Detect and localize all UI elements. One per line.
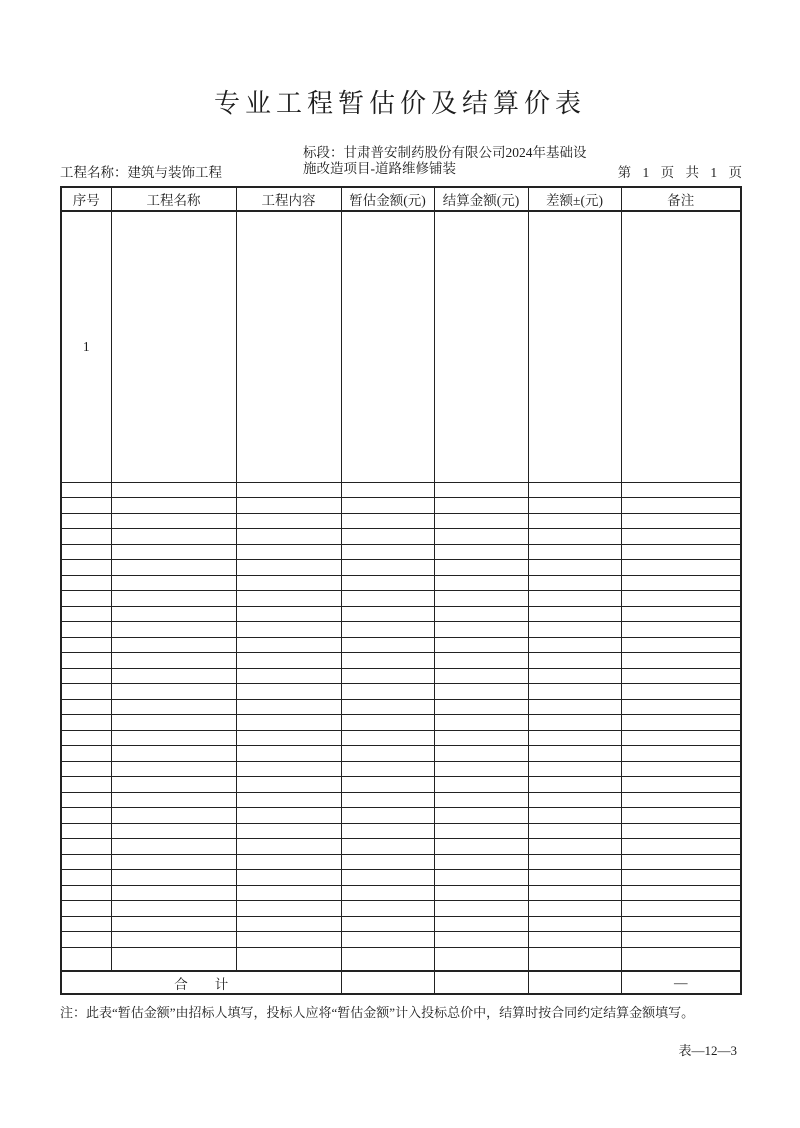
table-cell: [434, 575, 528, 591]
table-cell: [434, 792, 528, 808]
table-cell: [236, 761, 341, 777]
table-cell: [61, 839, 111, 855]
total-difference-cell: [528, 971, 621, 994]
page-title: 专业工程暂估价及结算价表: [213, 89, 586, 118]
table-row: [61, 916, 741, 932]
table-cell: [111, 777, 236, 793]
table-cell: [236, 730, 341, 746]
table-body: [61, 211, 741, 971]
footnote: 注：此表“暂估金额”由招标人填写，投标人应将“暂估金额”计入投标总价中，结算时按合同约定结算金额填写。: [60, 1005, 695, 1020]
table-cell: [61, 901, 111, 917]
table-cell: [341, 916, 434, 932]
column-header: 暂估金额(元): [341, 187, 434, 211]
table-cell: [621, 823, 741, 839]
table-cell: [61, 529, 111, 545]
column-header: 差额±(元): [528, 187, 621, 211]
table-cell: [528, 622, 621, 638]
table-cell: [236, 792, 341, 808]
table-cell: [621, 839, 741, 855]
table-cell: [434, 839, 528, 855]
table-cell: [341, 482, 434, 498]
table-cell: [434, 482, 528, 498]
table-cell: [111, 792, 236, 808]
table-cell: [621, 560, 741, 576]
table-cell: [111, 668, 236, 684]
table-cell: [236, 854, 341, 870]
table-cell: [434, 730, 528, 746]
table-cell: [434, 606, 528, 622]
table-cell: [434, 854, 528, 870]
table-cell: [61, 746, 111, 762]
table-cell: [621, 901, 741, 917]
table-cell: [236, 544, 341, 560]
table-cell: [341, 932, 434, 948]
table-cell: [434, 653, 528, 669]
table-cell: [528, 699, 621, 715]
table-cell: [341, 211, 434, 482]
table-cell: [111, 901, 236, 917]
table-cell: [111, 730, 236, 746]
table-cell: [236, 699, 341, 715]
table-row: [61, 932, 741, 948]
table-cell: [236, 482, 341, 498]
table-cell: [434, 498, 528, 514]
table-cell: [61, 498, 111, 514]
table-cell: [341, 498, 434, 514]
table-cell: [61, 668, 111, 684]
table-cell: [434, 901, 528, 917]
table-cell: [111, 560, 236, 576]
table-row: [61, 730, 741, 746]
table-cell: [111, 715, 236, 731]
table-cell: [621, 211, 741, 482]
table-cell: [61, 792, 111, 808]
table-cell: [434, 885, 528, 901]
table-cell: [434, 947, 528, 971]
table-cell: [621, 684, 741, 700]
table-cell: [434, 932, 528, 948]
table-cell: [434, 513, 528, 529]
table-row: [61, 575, 741, 591]
table-row: [61, 746, 741, 762]
table-row: [61, 777, 741, 793]
table-cell: [61, 947, 111, 971]
table-cell: [621, 668, 741, 684]
table-cell: [528, 746, 621, 762]
table-cell: [111, 653, 236, 669]
total-label: 合 计: [61, 971, 341, 994]
section-label: 标段：: [303, 145, 344, 160]
table-cell: [528, 947, 621, 971]
table-cell: [111, 916, 236, 932]
table-cell: [621, 498, 741, 514]
table-cell: [61, 653, 111, 669]
page-indicator: 第 1 页 共 1 页: [617, 165, 742, 180]
table-cell: [528, 684, 621, 700]
project-name-line: [60, 161, 222, 181]
table-cell: [528, 591, 621, 607]
table-cell: [341, 606, 434, 622]
table-cell: [621, 746, 741, 762]
table-cell: [341, 637, 434, 653]
table-cell: [236, 575, 341, 591]
table-cell: [621, 482, 741, 498]
table-cell: [341, 870, 434, 886]
table-cell: [61, 513, 111, 529]
table-cell: [621, 792, 741, 808]
table-cell: [341, 513, 434, 529]
table-cell: [434, 808, 528, 824]
table-cell: [61, 808, 111, 824]
table-cell: [434, 684, 528, 700]
table-cell: [341, 808, 434, 824]
table-cell: [434, 560, 528, 576]
table-cell: [236, 513, 341, 529]
table-row: [61, 544, 741, 560]
table-cell: [341, 560, 434, 576]
table-row: [61, 684, 741, 700]
column-header: 工程内容: [236, 187, 341, 211]
table-cell: [236, 916, 341, 932]
table-cell: [621, 730, 741, 746]
table-cell: [341, 668, 434, 684]
table-cell: [621, 777, 741, 793]
table-cell: [111, 622, 236, 638]
table-cell: [111, 591, 236, 607]
table-cell: [528, 544, 621, 560]
table-cell: [61, 715, 111, 731]
table-cell: [341, 839, 434, 855]
table-cell: [621, 622, 741, 638]
table-cell: [111, 482, 236, 498]
table-cell: [111, 575, 236, 591]
table-cell: [434, 544, 528, 560]
column-header: 工程名称: [111, 187, 236, 211]
table-cell: [528, 606, 621, 622]
table-cell: [341, 854, 434, 870]
total-settlement-cell: [434, 971, 528, 994]
table-cell: [621, 575, 741, 591]
table-cell: [111, 684, 236, 700]
table-cell: [236, 947, 341, 971]
table-cell: [61, 544, 111, 560]
table-cell: [341, 885, 434, 901]
table-cell: [236, 622, 341, 638]
table-cell: [61, 684, 111, 700]
table-cell: [236, 498, 341, 514]
table-row: [61, 761, 741, 777]
table-cell: [528, 211, 621, 482]
table-cell: [61, 606, 111, 622]
table-row: [61, 653, 741, 669]
table-cell: [434, 591, 528, 607]
column-header: 备注: [621, 187, 741, 211]
table-cell: [341, 761, 434, 777]
table-cell: [341, 684, 434, 700]
project-name-label: 工程名称：: [60, 165, 128, 180]
table-cell: [111, 885, 236, 901]
table-cell: [61, 699, 111, 715]
table-cell: [528, 653, 621, 669]
table-cell: [111, 839, 236, 855]
table-cell: [341, 715, 434, 731]
table-cell: [621, 544, 741, 560]
table-cell: [528, 761, 621, 777]
table-cell: [111, 211, 236, 482]
table-cell: [236, 839, 341, 855]
table-cell: [434, 715, 528, 731]
table-row: [61, 885, 741, 901]
table-row: [61, 622, 741, 638]
table-cell: [434, 823, 528, 839]
table-cell: [434, 916, 528, 932]
table-cell: [61, 730, 111, 746]
table-row: [61, 792, 741, 808]
table-row: [61, 498, 741, 514]
table-cell: [341, 529, 434, 545]
table-cell: [528, 560, 621, 576]
total-provisional-cell: [341, 971, 434, 994]
table-cell: [236, 715, 341, 731]
table-cell: [621, 885, 741, 901]
table-cell: [621, 808, 741, 824]
table-cell: [621, 947, 741, 971]
table-cell: [528, 839, 621, 855]
table-cell: [528, 901, 621, 917]
table-row: [61, 947, 741, 971]
table-cell: [528, 777, 621, 793]
table-row: [61, 513, 741, 529]
table-cell: [111, 746, 236, 762]
table-cell: [434, 870, 528, 886]
table-cell: [236, 637, 341, 653]
table-cell: [236, 901, 341, 917]
table-cell: [621, 637, 741, 653]
table-cell: [111, 544, 236, 560]
table-cell: [528, 715, 621, 731]
table-cell: [236, 653, 341, 669]
table-cell: [341, 699, 434, 715]
table-cell: [341, 823, 434, 839]
table-row: [61, 808, 741, 824]
table-cell: [621, 513, 741, 529]
table-cell: [111, 637, 236, 653]
table-cell: [341, 575, 434, 591]
table-cell: [111, 498, 236, 514]
table-cell: [236, 746, 341, 762]
table-row: [61, 854, 741, 870]
table-cell: [111, 513, 236, 529]
table-cell: [621, 653, 741, 669]
table-cell: [621, 761, 741, 777]
table-cell: [111, 870, 236, 886]
table-cell: [434, 622, 528, 638]
table-cell: [236, 808, 341, 824]
total-remark-cell: —: [621, 971, 741, 994]
table-cell: [528, 808, 621, 824]
table-cell: [528, 885, 621, 901]
table-cell: [61, 916, 111, 932]
column-header: 结算金额(元): [434, 187, 528, 211]
table-cell: [528, 482, 621, 498]
table-row: [61, 482, 741, 498]
table-cell: [341, 777, 434, 793]
table-row: [61, 715, 741, 731]
table-row: [61, 668, 741, 684]
table-cell: [111, 947, 236, 971]
table-cell: [434, 211, 528, 482]
table-cell: [341, 544, 434, 560]
table-cell: [111, 761, 236, 777]
table-cell: [236, 885, 341, 901]
table-cell: [528, 529, 621, 545]
table-cell: [434, 529, 528, 545]
table-cell: [528, 730, 621, 746]
table-cell: [621, 932, 741, 948]
table-cell: [528, 498, 621, 514]
table-row: [61, 839, 741, 855]
table-cell: [236, 684, 341, 700]
table-cell: [111, 606, 236, 622]
table-cell: [528, 792, 621, 808]
table-cell: [236, 591, 341, 607]
total-row: [61, 971, 741, 994]
table-cell: [236, 606, 341, 622]
table-cell: [621, 916, 741, 932]
table-cell: [61, 560, 111, 576]
table-cell: [621, 529, 741, 545]
table-row: [61, 637, 741, 653]
table-cell: [61, 885, 111, 901]
table-cell: [434, 637, 528, 653]
table-cell: [236, 560, 341, 576]
table-cell: [341, 792, 434, 808]
table-cell: [341, 653, 434, 669]
table-cell: [621, 699, 741, 715]
table-cell: [111, 823, 236, 839]
table-cell: [434, 746, 528, 762]
table-cell: [621, 606, 741, 622]
table-cell: [341, 746, 434, 762]
table-row: [61, 211, 741, 482]
table-cell: [341, 622, 434, 638]
table-cell: [341, 947, 434, 971]
form-code: 表—12—3: [678, 1043, 737, 1058]
table-cell: [528, 513, 621, 529]
table-cell: [621, 591, 741, 607]
table-cell: [61, 637, 111, 653]
table-cell: [61, 575, 111, 591]
table-cell: [528, 668, 621, 684]
table-row: [61, 901, 741, 917]
table-cell: [111, 932, 236, 948]
table-cell: [621, 715, 741, 731]
table-row: [61, 699, 741, 715]
table-cell: [236, 529, 341, 545]
table-cell: [236, 777, 341, 793]
table-row: [61, 591, 741, 607]
table-cell: [61, 777, 111, 793]
table-cell: [434, 777, 528, 793]
table-cell: [528, 823, 621, 839]
table-cell: [61, 854, 111, 870]
table-cell: [621, 854, 741, 870]
table-row: [61, 529, 741, 545]
table-cell: [111, 854, 236, 870]
table-cell: [528, 575, 621, 591]
section-value: 甘肃普安制药股份有限公司2024年基础设施改造项目-道路维修铺装: [303, 145, 587, 176]
table-cell: [61, 870, 111, 886]
table-row: [61, 870, 741, 886]
table-cell: [434, 699, 528, 715]
table-cell: [111, 529, 236, 545]
table-cell: [341, 591, 434, 607]
table-row: [61, 823, 741, 839]
table-cell: [528, 916, 621, 932]
table-cell: [341, 730, 434, 746]
table-cell: [528, 637, 621, 653]
table-cell: [61, 591, 111, 607]
table-row: [61, 560, 741, 576]
table-cell: 1: [61, 211, 111, 482]
table-cell: [61, 622, 111, 638]
column-header: 序号: [61, 187, 111, 211]
table-cell: [61, 932, 111, 948]
table-cell: [111, 699, 236, 715]
table-cell: [528, 854, 621, 870]
table-cell: [341, 901, 434, 917]
provisional-price-table: [60, 186, 742, 995]
table-cell: [528, 932, 621, 948]
table-cell: [434, 761, 528, 777]
table-cell: [236, 932, 341, 948]
table-cell: [61, 761, 111, 777]
table-cell: [61, 823, 111, 839]
project-name-value: 建筑与装饰工程: [127, 165, 222, 180]
table-cell: [236, 870, 341, 886]
table-cell: [621, 870, 741, 886]
table-cell: [528, 870, 621, 886]
table-header-row: [61, 187, 741, 211]
table-row: [61, 606, 741, 622]
table-cell: [236, 211, 341, 482]
table-cell: [61, 482, 111, 498]
section-line: [303, 145, 597, 177]
table-cell: [111, 808, 236, 824]
table-cell: [434, 668, 528, 684]
table-cell: [236, 823, 341, 839]
table-cell: [236, 668, 341, 684]
